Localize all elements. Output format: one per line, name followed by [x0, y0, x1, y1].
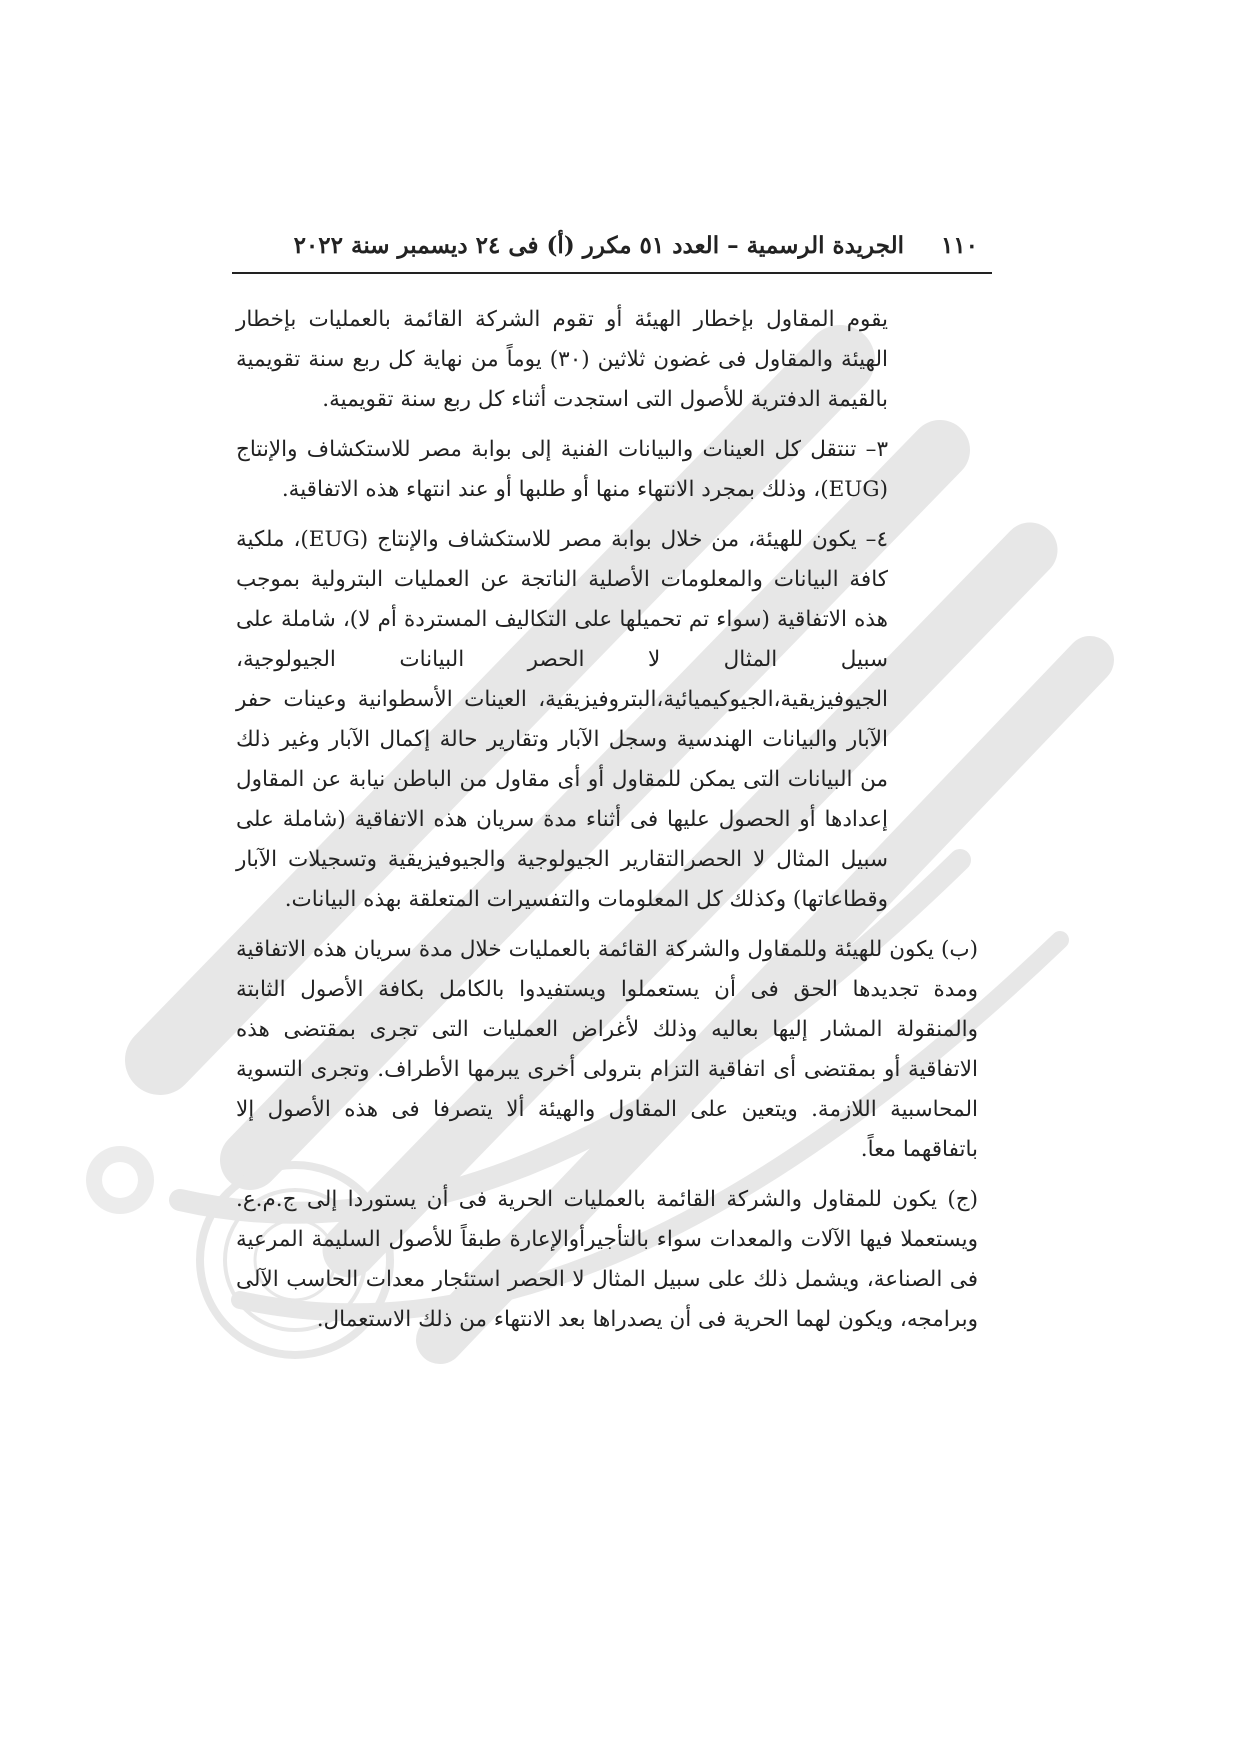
clause-4: ٤– يكون للهيئة، من خلال بوابة مصر للاستكشاف والإنتاج (EUG)، ملكية كافة البيانات والمعلومات الأصلية الناتجة عن العمليات البترولية بموجب هذه الاتفاقية (سواء تم تحميلها على التكاليف المستردة أم لا)، شاملة على سبيل المثال لا الحصر البيانات الجيولوجية، الجيوفيزيقية،الجيوكيميائية،البتروفيزيقية، العينات الأسطوانية وعينات حفر الآبار والبيانات الهندسية وسجل الآبار وتقارير حالة إكمال الآبار وغير ذلك من البيانات التى يمكن للمقاول أو أى مقاول من الباطن نيابة عن المقاول إعدادها أو الحصول عليها فى أثناء مدة سريان هذه الاتفاقية (شاملة على سبيل المثال لا الحصرالتقارير الجيولوجية والجيوفيزيقية وتسجيلات الآبار وقطاعاتها) وكذلك كل المعلومات والتفسيرات المتعلقة بهذه البيانات. — [236, 527, 888, 912]
gazette-title: الجريدة الرسمية – العدد ٥١ مكرر (أ) فى ٢٤ ديسمبر سنة ٢٠٢٢ — [293, 232, 904, 259]
page-number: ١١٠ — [940, 232, 978, 259]
clause-3: ٣– تنتقل كل العينات والبيانات الفنية إلى بوابة مصر للاستكشاف والإنتاج (EUG)، وذلك بمجرد الانتهاء منها أو طلبها أو عند انتهاء هذه الاتفاقية. — [236, 437, 888, 502]
page-header — [232, 226, 992, 274]
paragraph-continuation: يقوم المقاول بإخطار الهيئة أو تقوم الشركة القائمة بالعمليات بإخطار الهيئة والمقاول فى غضون ثلاثين (٣٠) يوماً من نهاية كل ربع سنة تقويمية بالقيمة الدفترية للأصول التى استجدت أثناء كل ربع سنة تقويمية. — [236, 307, 888, 412]
document-body — [236, 300, 978, 1350]
clause-b: (ب) يكون للهيئة وللمقاول والشركة القائمة بالعمليات خلال مدة سريان هذه الاتفاقية ومدة تجديدها الحق فى أن يستعملوا ويستفيدوا بالكامل بكافة الأصول الثابتة والمنقولة المشار إليها بعاليه وذلك لأغراض العمليات التى تجرى بمقتضى هذه الاتفاقية أو بمقتضى أى اتفاقية التزام بترولى أخرى يبرمها الأطراف. وتجرى التسوية المحاسبية اللازمة. ويتعين على المقاول والهيئة ألا يتصرفا فى هذه الأصول إلا باتفاقهما معاً. — [236, 937, 978, 1162]
clause-c: (ج) يكون للمقاول والشركة القائمة بالعمليات الحرية فى أن يستوردا إلى ج.م.ع. ويستعملا فيها الآلات والمعدات سواء بالتأجيرأوالإعارة طبقاً للأصول السليمة المرعية فى الصناعة، ويشمل ذلك على سبيل المثال لا الحصر استئجار معدات الحاسب الآلى وبرامجه، ويكون لهما الحرية فى أن يصدراها بعد الانتهاء من ذلك الاستعمال. — [236, 1187, 978, 1332]
